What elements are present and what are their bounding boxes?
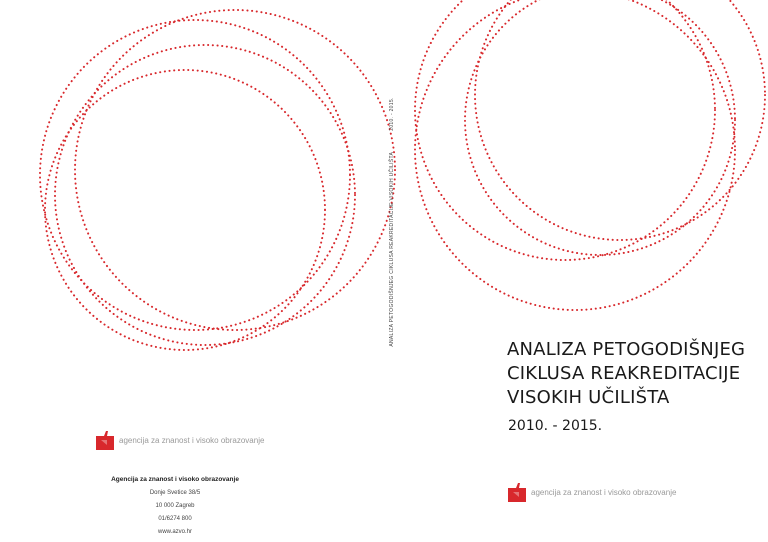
contact-block [110,476,240,542]
dotted-circle [55,45,355,345]
logo-text: agencija za znanost i visoko obrazovanje [531,487,677,497]
contact-organization: Agencija za znanost i visoko obrazovanje [111,476,239,483]
front-cover-logo [508,482,676,502]
azvo-logo-icon [96,430,114,450]
dotted-circle [75,10,395,330]
spine-years: 2010. - 2015. [389,97,395,131]
contact-address: Donje Svetice 38/5 [149,490,201,496]
dotted-circle [40,20,350,330]
cover-title-line: CIKLUSA REAKREDITACIJE [507,363,741,384]
cover-years: 2010. - 2015. [508,418,603,434]
cover-title [507,338,745,410]
logo-text: agencija za znanost i visoko obrazovanje [119,435,265,445]
dotted-circle [475,0,765,240]
spine-text [389,97,395,346]
dotted-circle [465,0,735,255]
dotted-circle [415,0,735,310]
cover-title-line: ANALIZA PETOGODIŠNJEG [507,339,746,360]
azvo-logo-icon [508,482,526,502]
contact-city: 10 000 Zagreb [155,503,195,509]
contact-phone: 01/6274 800 [158,516,192,522]
contact-website[interactable]: www.azvo.hr [157,529,192,535]
back-cover-logo [96,430,264,450]
spine-title: ANALIZA PETOGODIŠNJEG CIKLUSA REAKREDITACIJE VISOKIH UČILIŠTA [389,152,395,347]
dotted-circle [45,70,325,350]
cover-title-line: VISOKIH UČILIŠTA [507,387,670,408]
